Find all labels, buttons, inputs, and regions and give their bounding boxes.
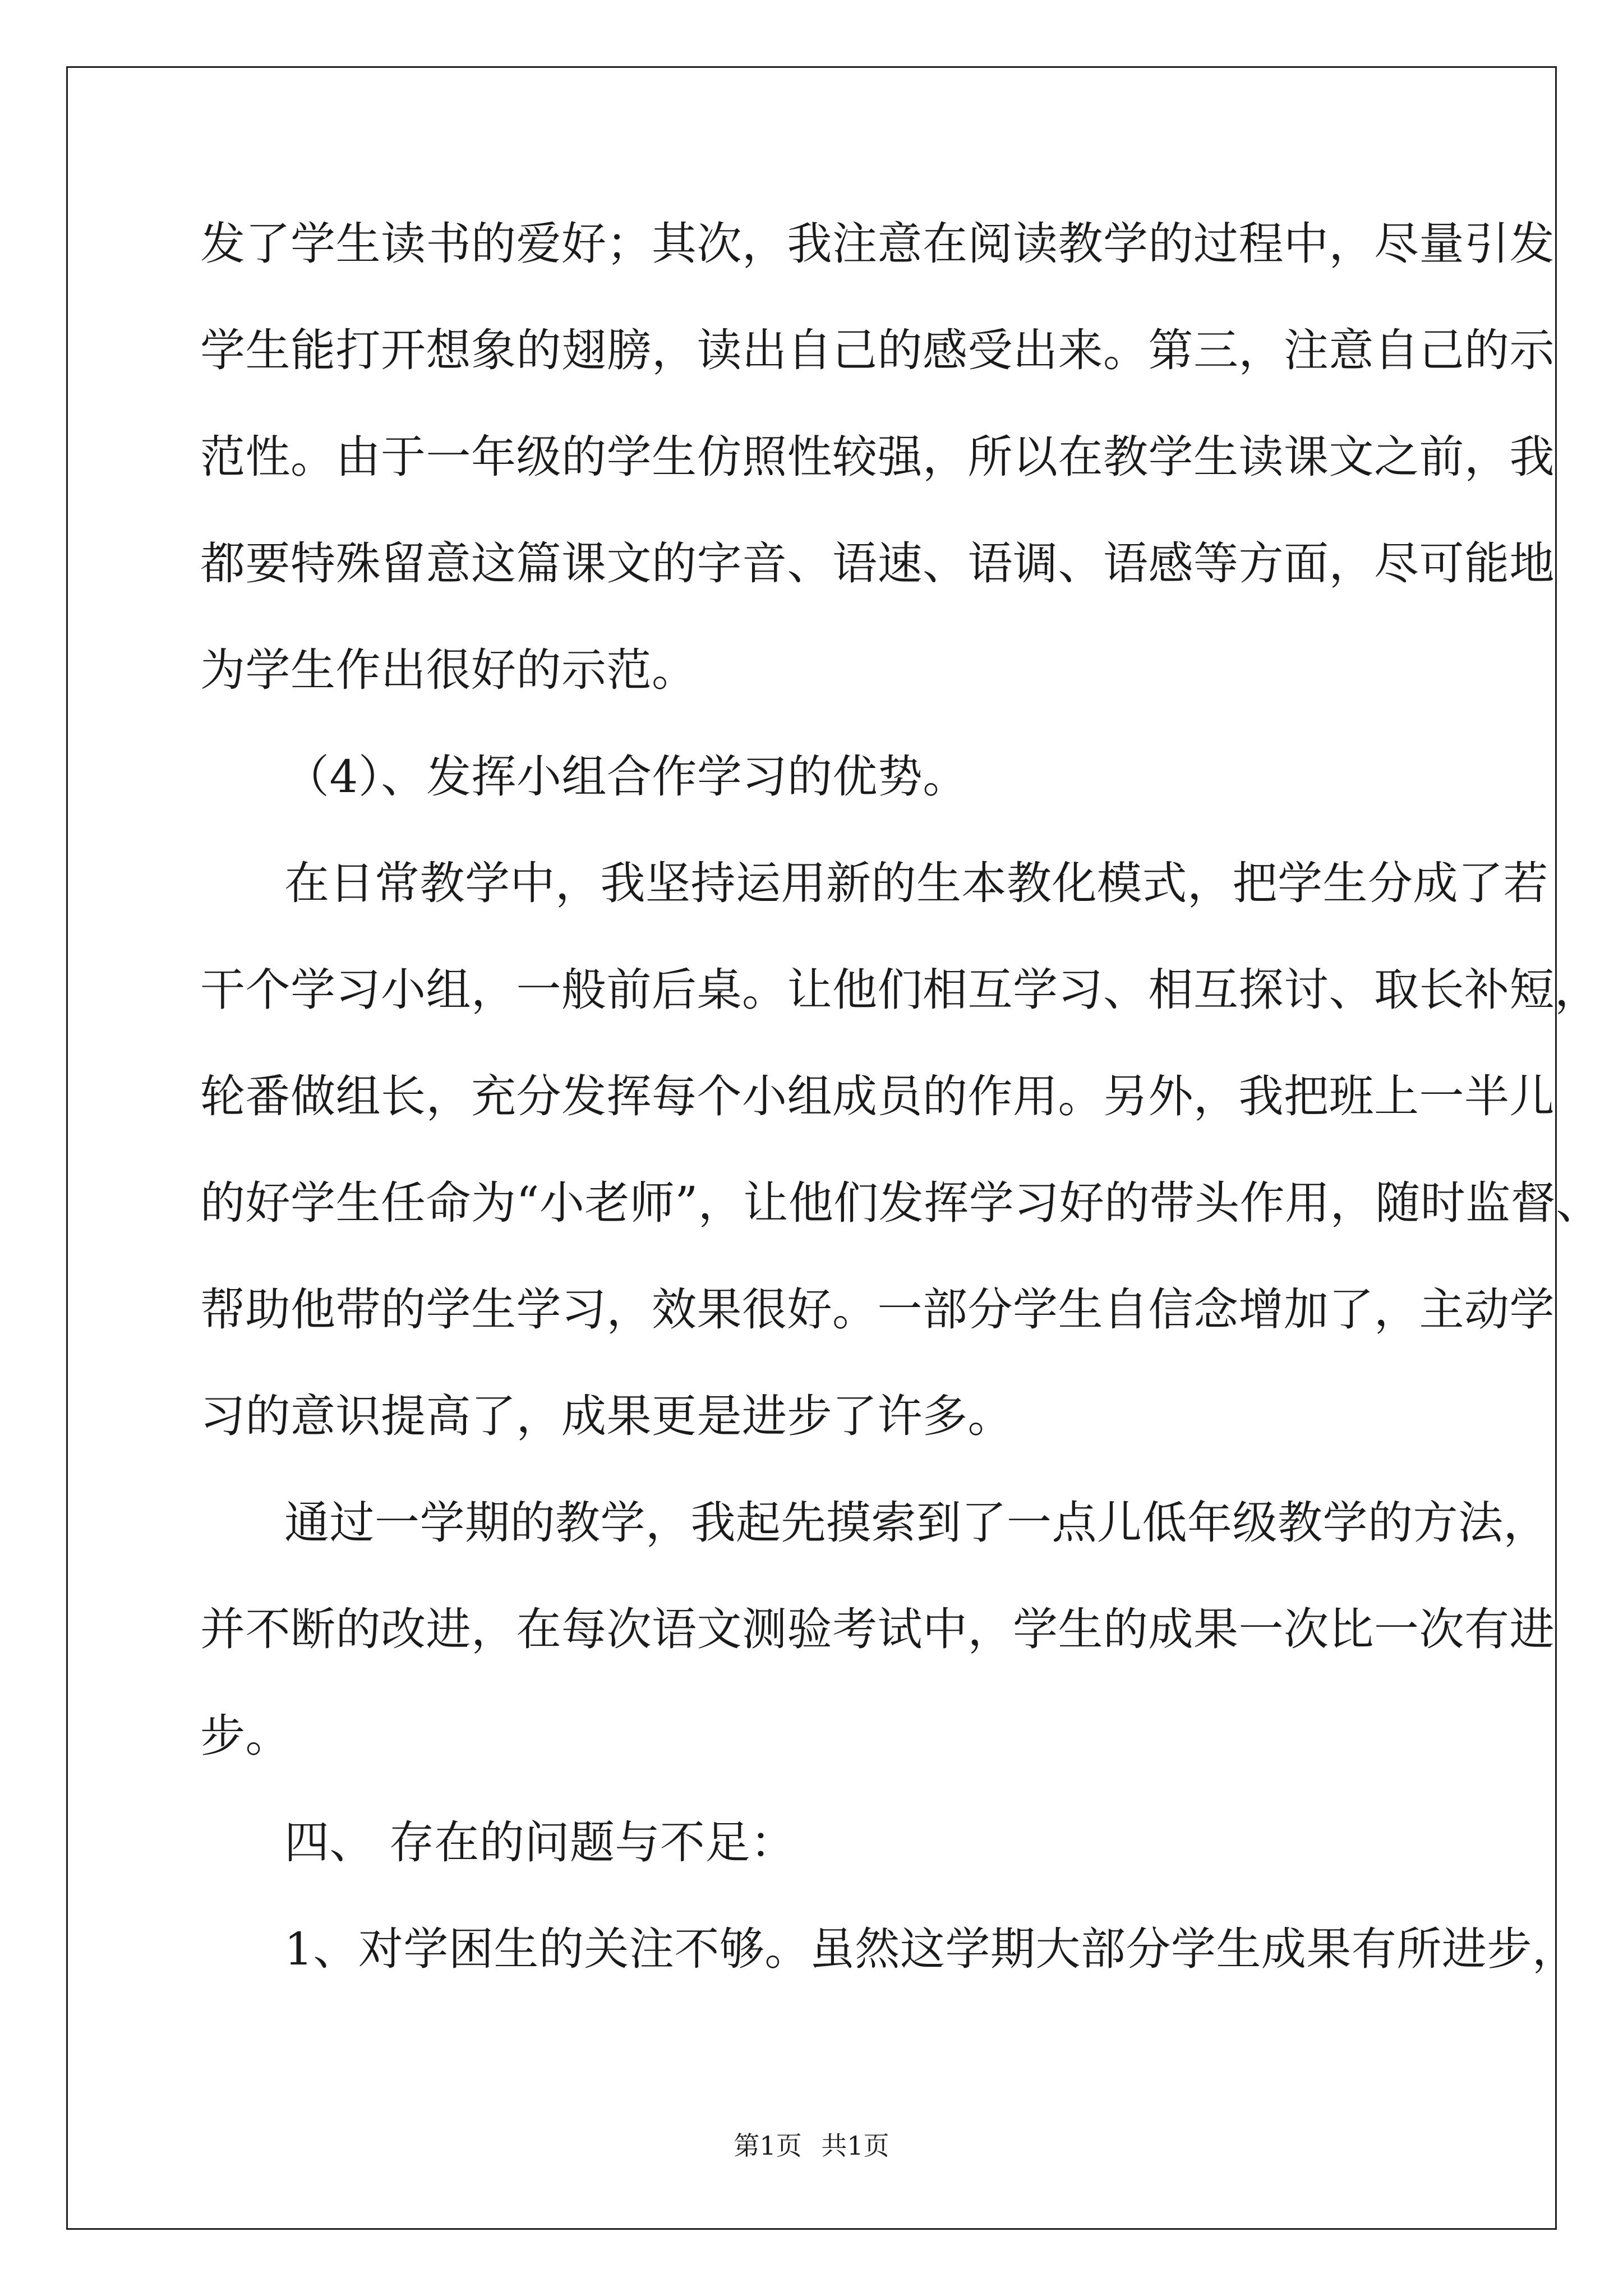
text-line: 在日常教学中，我坚持运用新的生本教化模式，把学生分成了若 — [284, 857, 1548, 909]
text-line: 轮番做组长，充分发挥每个小组成员的作用。另外，我把班上一半儿 — [200, 1070, 1555, 1122]
document-body — [200, 213, 1601, 2025]
text-line: 习的意识提高了，成果更是进步了许多。 — [200, 1390, 1013, 1442]
text-line: 范性。由于一年级的学生仿照性较强，所以在教学生读课文之前，我 — [200, 431, 1555, 483]
text-line: 学生能打开想象的翅膀，读出自己的感受出来。第三，注意自己的示 — [200, 324, 1555, 376]
text-line: 发了学生读书的爱好；其次，我注意在阅读教学的过程中，尽量引发 — [200, 218, 1555, 270]
text-line: 并不断的改进，在每次语文测验考试中，学生的成果一次比一次有进 — [200, 1603, 1555, 1655]
text-line: 都要特殊留意这篇课文的字音、语速、语调、语感等方面，尽可能地 — [200, 537, 1555, 590]
text-line: 通过一学期的教学，我起先摸索到了一点儿低年级教学的方法， — [284, 1497, 1548, 1549]
text-line: 干个学习小组，一般前后桌。让他们相互学习、相互探讨、取长补短， — [200, 964, 1600, 1016]
text-line: 步。 — [200, 1710, 291, 1762]
text-line: 的好学生任命为“小老师”，让他们发挥学习好的带头作用，随时监督、 — [200, 1177, 1601, 1229]
text-line: 1、对学困生的关注不够。虽然这学期大部分学生成果有所进步， — [284, 1923, 1578, 1975]
text-line: 帮助他带的学生学习，效果很好。一部分学生自信念增加了，主动学 — [200, 1283, 1555, 1336]
section-heading: （4）、发挥小组合作学习的优势。 — [284, 751, 968, 803]
section-heading: 四、 存在的问题与不足： — [284, 1816, 796, 1869]
page-footer: 第1页 共1页 — [734, 2131, 889, 2161]
text-line: 为学生作出很好的示范。 — [200, 644, 697, 696]
